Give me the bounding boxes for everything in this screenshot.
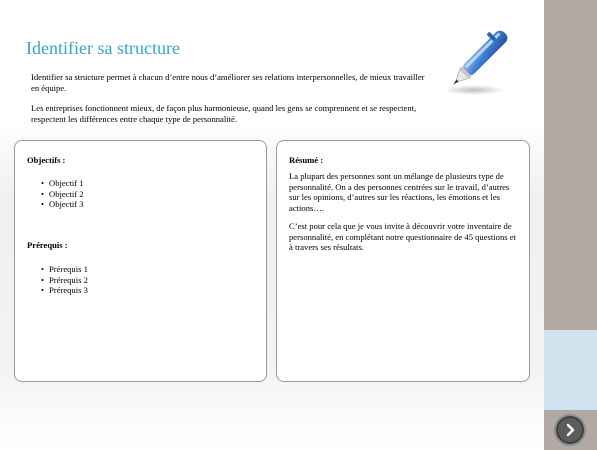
summary-panel (276, 140, 530, 382)
intro-paragraph: Les entreprises fonctionnent mieux, de façon plus harmonieuse, quand les gens se comprennent et se respectent, respectent les différences entre chaque type de personnalité. (31, 103, 417, 124)
list-item: • Objectif 3 (49, 199, 84, 210)
intro-text (31, 72, 431, 134)
summary-paragraph: C’est pour cela que je vous invite à découvrir votre inventaire de personnalité, en complétant notre questionnaire de 45 questions et à travers ses résultats. (289, 221, 516, 252)
sidebar (544, 0, 597, 450)
next-button[interactable] (554, 414, 586, 446)
sidebar-band (544, 330, 597, 410)
list-item: • Objectif 1 (49, 178, 84, 189)
objectives-panel (14, 140, 267, 382)
pen-icon (440, 10, 526, 100)
summary-text (289, 171, 517, 261)
prerequisites-heading: Prérequis : (27, 240, 68, 250)
list-item: • Prérequis 2 (49, 275, 88, 286)
prerequisites-list (49, 264, 88, 296)
page-title: Identifier sa structure (26, 38, 180, 58)
summary-heading: Résumé : (289, 155, 324, 165)
summary-paragraph: La plupart des personnes sont un mélange de plusieurs type de personnalité. On a des personnes centrées sur le travail, d’autres sur les opinions, d’autres sur les réactions, les émotions et les actions…. (289, 171, 510, 213)
list-item: • Prérequis 3 (49, 285, 88, 296)
objectives-list (49, 178, 84, 210)
objectives-heading: Objectifs : (27, 155, 66, 165)
intro-paragraph: Identifier sa structure permet à chacun d’entre nous d’améliorer ses relations interpersonnelles, de mieux travailler en équipe. (31, 72, 425, 93)
list-item: • Objectif 2 (49, 189, 84, 200)
list-item: • Prérequis 1 (49, 264, 88, 275)
chevron-right-icon (563, 423, 577, 437)
